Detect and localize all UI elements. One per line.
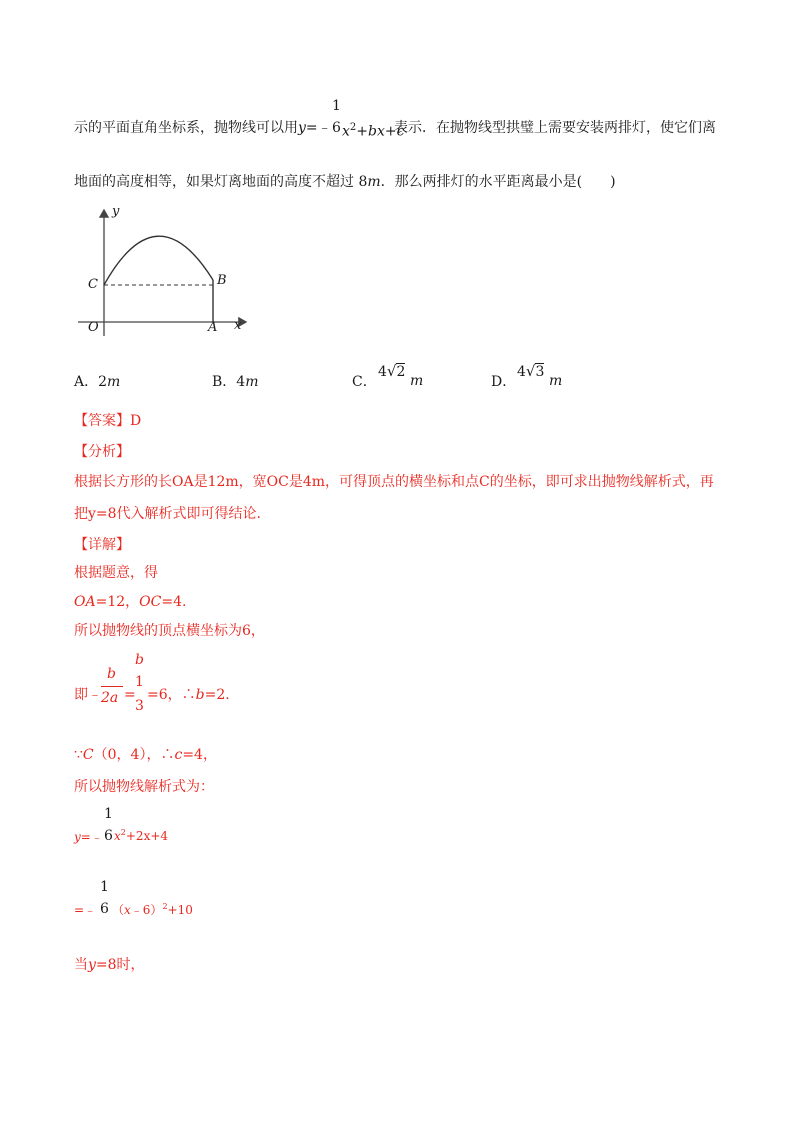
question-line-2: 地面的高度相等，如果灯离地面的高度不超过 8m．那么两排灯的水平距离最小是( ) bbox=[74, 174, 616, 190]
sqrt-symbol: √ bbox=[386, 362, 397, 380]
question-line1-pre: 示的平面直角坐标系，抛物线可以用 bbox=[74, 120, 298, 136]
detail-line-4-pre: 即﹣ bbox=[74, 687, 102, 703]
label-b: B bbox=[217, 273, 227, 288]
option-c[interactable]: C． bbox=[352, 374, 377, 390]
label-c: C bbox=[88, 277, 98, 292]
label-y: y bbox=[112, 204, 120, 219]
option-a[interactable]: A．2m bbox=[74, 374, 121, 390]
answer-tag: 【答案】D bbox=[74, 413, 142, 429]
expr-1-lhs: y=﹣ bbox=[74, 830, 103, 844]
fraction-bar bbox=[101, 686, 123, 687]
sqrt-symbol: √ bbox=[525, 362, 536, 380]
analysis-line-1: 根据长方形的长OA是12m，宽OC是4m，可得顶点的横坐标和点C的坐标，即可求出抛物线解析式，再 bbox=[74, 474, 714, 490]
detail-tag: 【详解】 bbox=[74, 537, 130, 553]
detail-line-7: 当y=8时， bbox=[74, 957, 145, 973]
option-c-unit: m bbox=[410, 373, 424, 389]
detail-line-3: 所以抛物线的顶点横坐标为6， bbox=[74, 623, 265, 639]
question-formula: y=﹣ bbox=[298, 120, 332, 136]
option-c-expr: 4√2 bbox=[378, 362, 406, 380]
question-formula-rest: $x^2+bx+c$ bbox=[342, 122, 405, 140]
analysis-line-2: 把y=8代入解析式即可得结论. bbox=[74, 506, 261, 522]
fraction-b-over-2a: b 2a bbox=[101, 666, 123, 712]
detail-line-2: OA=12，OC=4. bbox=[74, 594, 187, 610]
label-a: A bbox=[208, 320, 218, 335]
detail-line-1: 根据题意，得 bbox=[74, 565, 158, 581]
question-fraction: 1 6 bbox=[332, 98, 341, 136]
expr-1-rhs: $x^2+2x+4$ bbox=[114, 828, 169, 843]
question-line1-post: 表示．在抛物线型拱璧上需要安装两排灯，使它们离 bbox=[394, 120, 716, 136]
detail-line-4-eq: = bbox=[124, 687, 136, 703]
expr-2-lhs: =﹣ bbox=[74, 903, 97, 917]
detail-line-5: ∵C（0，4），∴c=4， bbox=[74, 747, 217, 763]
expr-2-fraction: 1 6 bbox=[100, 879, 109, 917]
option-b[interactable]: B．4m bbox=[212, 374, 259, 390]
option-d-expr: 4√3 bbox=[517, 362, 545, 380]
label-o: O bbox=[88, 320, 99, 335]
expr-1-fraction: 1 6 bbox=[104, 806, 113, 844]
option-d-unit: m bbox=[549, 373, 563, 389]
fraction-b-over-third: b 1 3 bbox=[135, 652, 144, 714]
analysis-tag: 【分析】 bbox=[74, 444, 130, 460]
option-d[interactable]: D． bbox=[491, 374, 517, 390]
detail-line-4-result: =6，∴b=2. bbox=[147, 687, 230, 703]
label-x: x bbox=[234, 318, 242, 333]
detail-line-6: 所以抛物线解析式为： bbox=[74, 779, 214, 795]
question-line-1 bbox=[74, 119, 298, 137]
parabola-curve bbox=[104, 236, 213, 285]
expr-2-rhs: （x﹣6）$^2$+10 bbox=[112, 902, 193, 917]
parabola-figure bbox=[74, 200, 264, 340]
